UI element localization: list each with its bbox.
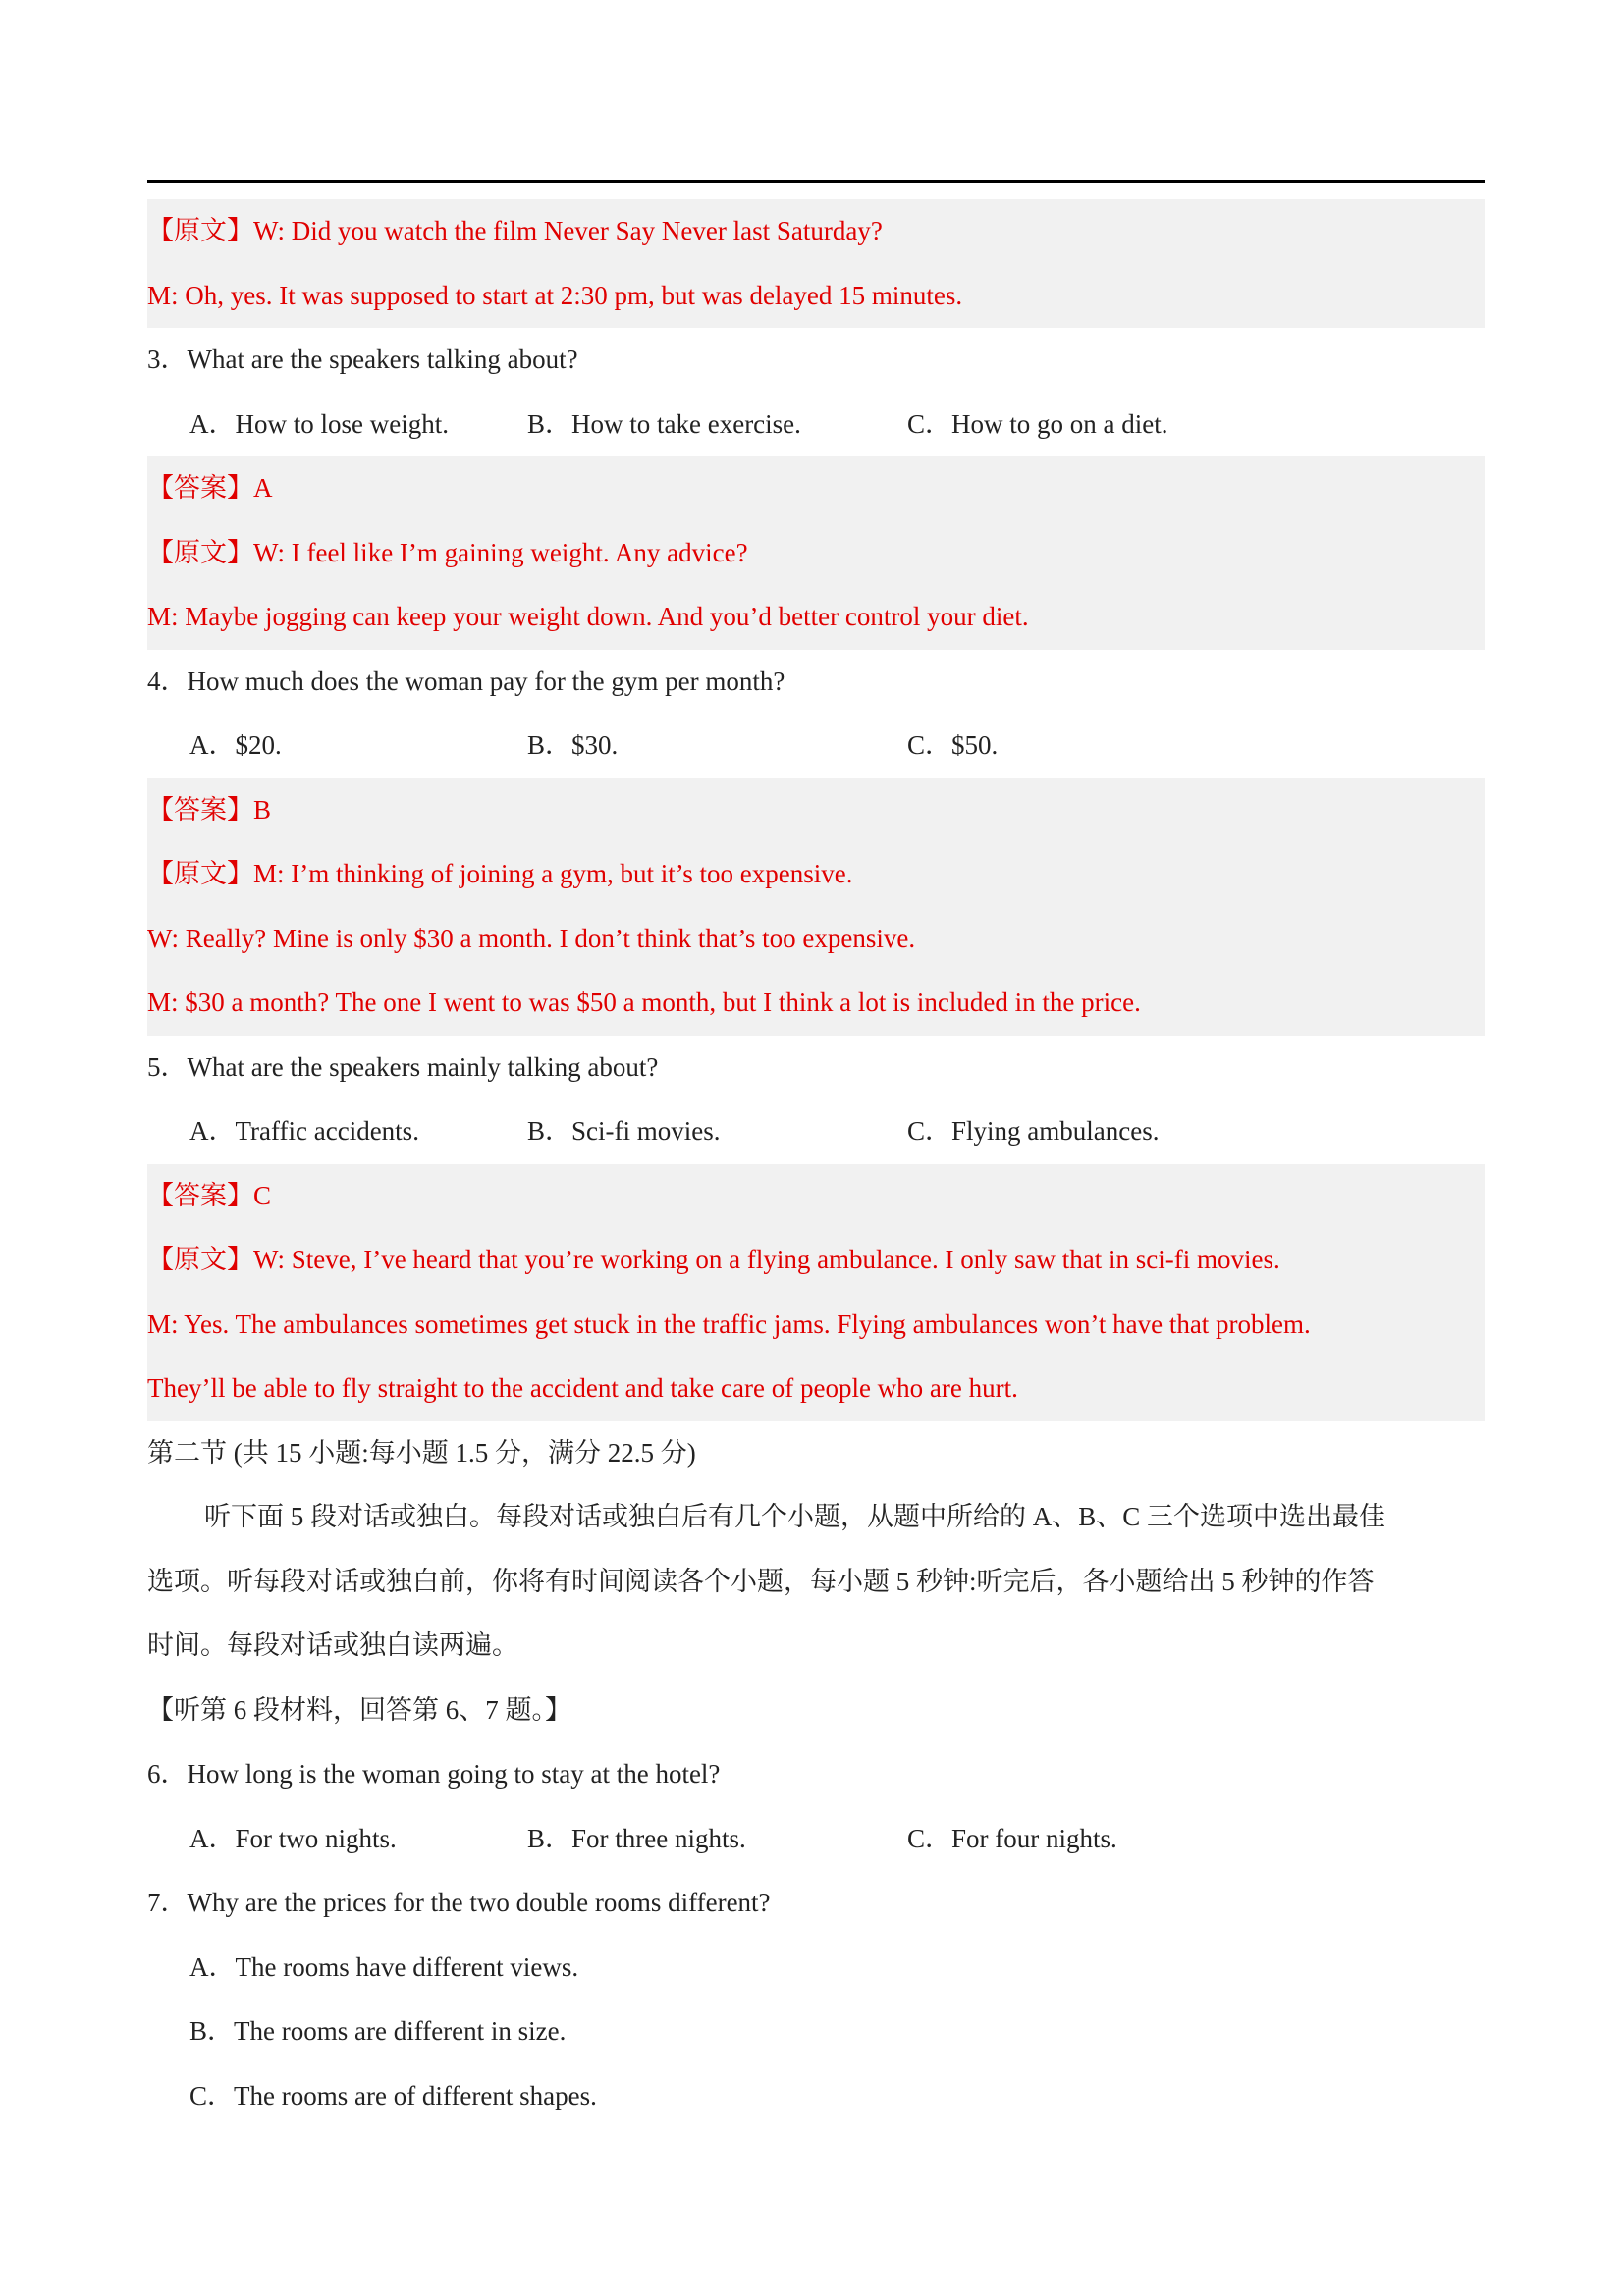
q5-options: [147, 1099, 1485, 1164]
section2-instructions-line-3: 时间。每段对话或独白读两遍。: [147, 1630, 518, 1660]
q3-transcript-line-2: M: Maybe jogging can keep your weight down. And you’d better control your diet.: [147, 585, 1485, 650]
q4-transcript-line-1: 【原文】M: I’m thinking of joining a gym, but it’s too expensive.: [147, 842, 1485, 907]
q3-options: [147, 393, 1485, 457]
q4-option-b: B．$30.: [527, 730, 619, 760]
material-note: 【听第 6 段材料，回答第 6、7 题。】: [147, 1694, 571, 1725]
q3-option-c: C．How to go on a diet.: [907, 408, 1168, 439]
q4-transcript-line-2: W: Really? Mine is only $30 a month. I don’t think that’s too expensive.: [147, 907, 1485, 972]
q7-question: 7．Why are the prices for the two double rooms different?: [147, 1888, 771, 1917]
q4-option-a: A．$20.: [189, 730, 282, 760]
q3-transcript-line-1: 【原文】W: I feel like I’m gaining weight. Any advice?: [147, 521, 1485, 586]
q5-answer: 【答案】C: [147, 1164, 1485, 1229]
q2-transcript-line-1: 【原文】W: Did you watch the film Never Say Never last Saturday?: [147, 199, 1485, 264]
q5-transcript-line-1: 【原文】W: Steve, I’ve heard that you’re working on a flying ambulance. I only saw that in sci-fi movies.: [147, 1228, 1485, 1293]
q5-option-c: C．Flying ambulances.: [907, 1116, 1160, 1146]
q5-transcript-line-3: They’ll be able to fly straight to the accident and take care of people who are hurt.: [147, 1357, 1485, 1421]
q7-option-b: B．The rooms are different in size.: [189, 2016, 567, 2046]
q5-option-b: B．Sci-fi movies.: [527, 1116, 721, 1146]
q3-option-a: A．How to lose weight.: [189, 408, 449, 439]
q4-answer: 【答案】B: [147, 778, 1485, 843]
q5-transcript-line-2: M: Yes. The ambulances sometimes get stuck in the traffic jams. Flying ambulances won’t have that problem.: [147, 1293, 1485, 1358]
section2-heading: 第二节 (共 15 小题:每小题 1.5 分，满分 22.5 分): [147, 1437, 696, 1468]
q4-options: [147, 714, 1485, 778]
q3-question: 3．What are the speakers talking about?: [147, 345, 578, 374]
q7-option-c: C．The rooms are of different shapes.: [189, 2080, 597, 2110]
q4-transcript-line-3: M: $30 a month? The one I went to was $50 a month, but I think a lot is included in the price.: [147, 971, 1485, 1036]
section2-instructions-line-2: 选项。听每段对话或独白前，你将有时间阅读各个小题，每小题 5 秒钟:听完后，各小题给出 5 秒钟的作答: [147, 1566, 1375, 1596]
q3-answer: 【答案】A: [147, 456, 1485, 521]
header-rule: [147, 180, 1485, 183]
q6-options: [147, 1807, 1485, 1872]
q5-question: 5．What are the speakers mainly talking about?: [147, 1051, 659, 1082]
q4-question: 4．How much does the woman pay for the gym per month?: [147, 666, 785, 696]
q7-option-a: A．The rooms have different views.: [189, 1951, 579, 1982]
q6-option-c: C．For four nights.: [907, 1823, 1117, 1853]
q4-option-c: C．$50.: [907, 730, 999, 760]
q6-question: 6．How long is the woman going to stay at the hotel?: [147, 1759, 721, 1789]
page-content: [147, 199, 1485, 2128]
q3-option-b: B．How to take exercise.: [527, 408, 801, 439]
q6-option-b: B．For three nights.: [527, 1823, 746, 1853]
q6-option-a: A．For two nights.: [189, 1823, 397, 1853]
q5-option-a: A．Traffic accidents.: [189, 1116, 419, 1146]
section2-instructions-line-1: 听下面 5 段对话或独白。每段对话或独白后有几个小题，从题中所给的 A、B、C 三个选项中选出最佳: [204, 1502, 1386, 1531]
q2-transcript-line-2: M: Oh, yes. It was supposed to start at 2:30 pm, but was delayed 15 minutes.: [147, 264, 1485, 329]
